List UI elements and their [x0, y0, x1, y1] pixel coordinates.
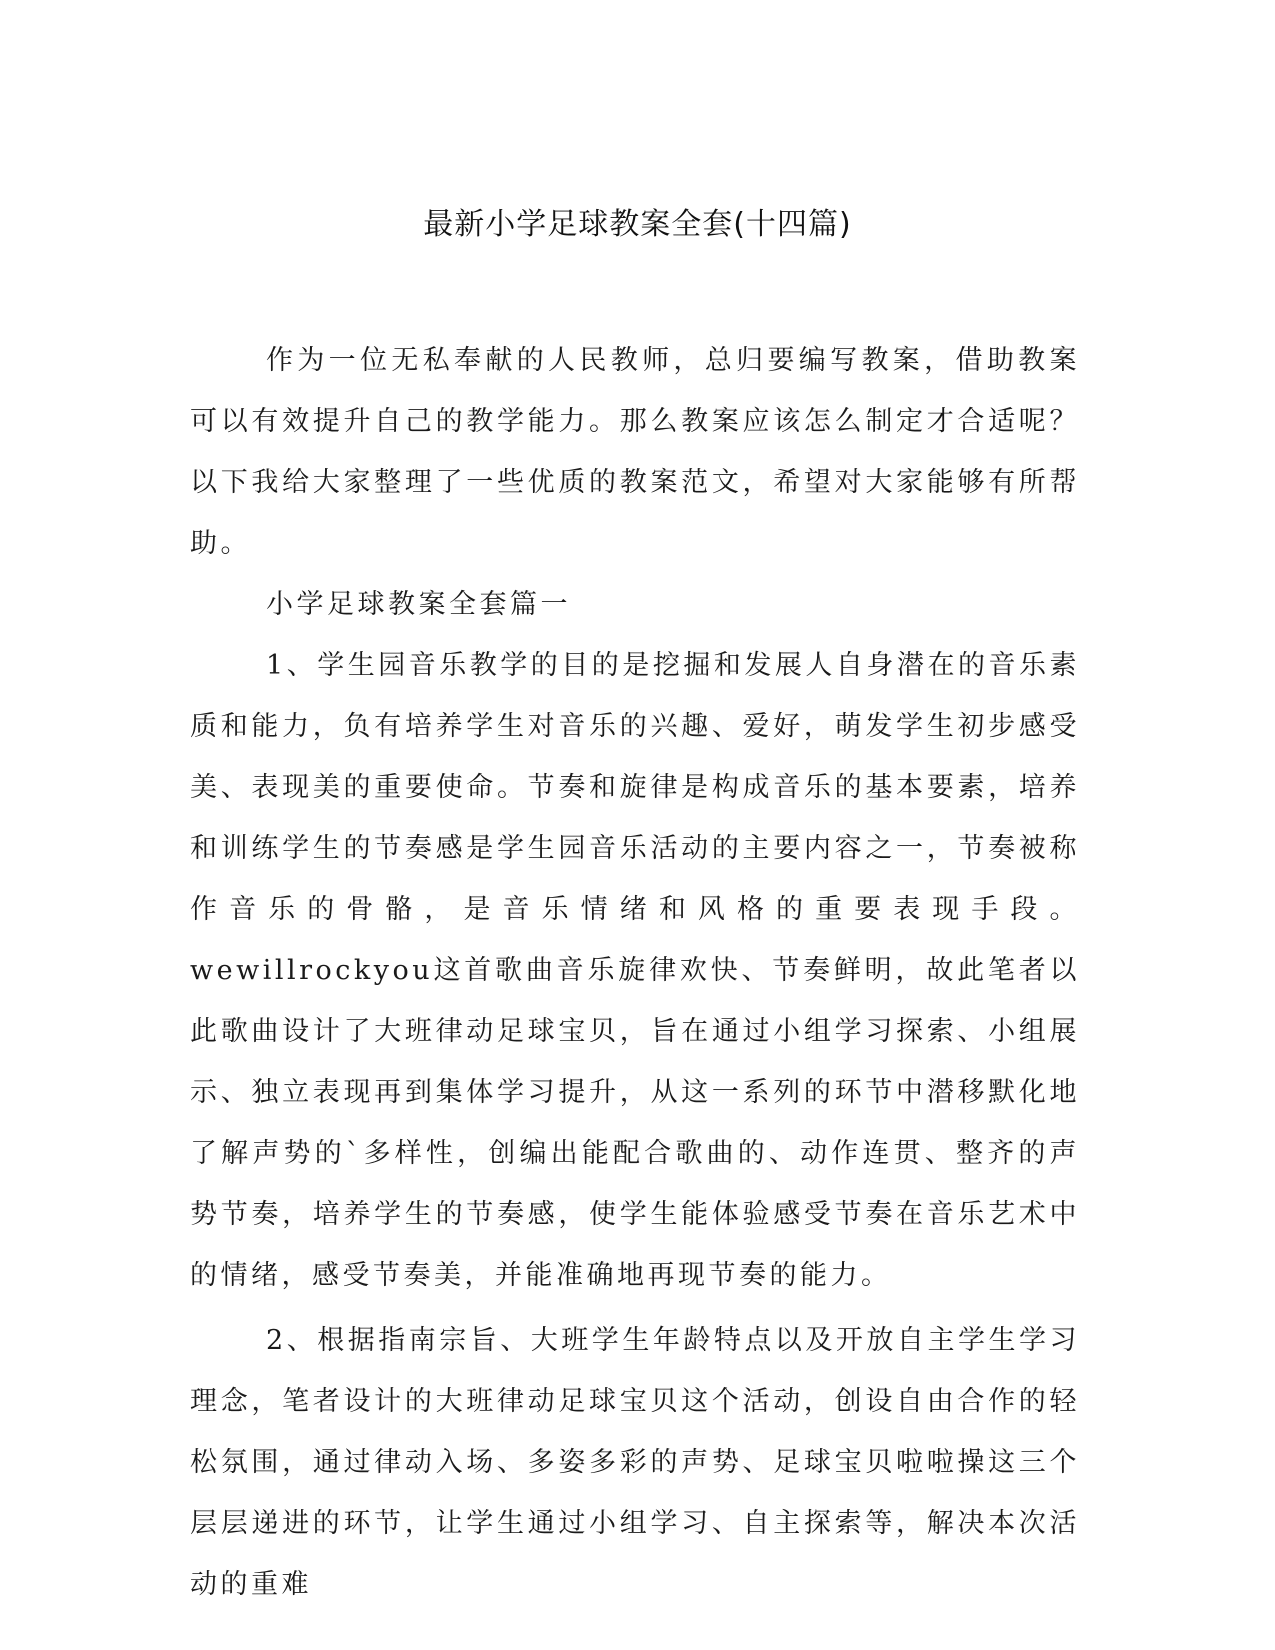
- body-paragraph-2: 2、根据指南宗旨、大班学生年龄特点以及开放自主学生学习理念，笔者设计的大班律动足球宝贝这个活动，创设自由合作的轻松氛围，通过律动入场、多姿多彩的声势、足球宝贝啦啦操这三个层层递进的环节，让学生通过小组学习、自主探索等，解决本次活动的重难: [190, 1325, 1080, 1600]
- body-paragraph-1: 1、学生园音乐教学的目的是挖掘和发展人自身潜在的音乐素质和能力，负有培养学生对音乐的兴趣、爱好，萌发学生初步感受美、表现美的重要使命。节奏和旋律是构成音乐的基本要素，培养和训练学生的节奏感是学生园音乐活动的主要内容之一，节奏被称作音乐的骨骼，是音乐情绪和风格的重要表现手段。wewillrockyou这首歌曲音乐旋律欢快、节奏鲜明，故此笔者以此歌曲设计了大班律动足球宝贝，旨在通过小组学习探索、小组展示、独立表现再到集体学习提升，从这一系列的环节中潜移默化地了解声势的`多样性，创编出能配合歌曲的、动作连贯、整齐的声势节奏，培养学生的节奏感，使学生能体验感受节奏在音乐艺术中的情绪，感受节奏美，并能准确地再现节奏的能力。: [190, 650, 1080, 1291]
- section-heading: 小学足球教案全套篇一: [266, 589, 571, 620]
- document-body: [190, 330, 1080, 1615]
- intro-paragraph: 作为一位无私奉献的人民教师，总归要编写教案，借助教案可以有效提升自己的教学能力。那么教案应该怎么制定才合适呢？以下我给大家整理了一些优质的教案范文，希望对大家能够有所帮助。: [190, 345, 1080, 559]
- document-title: 最新小学足球教案全套(十四篇): [423, 207, 852, 242]
